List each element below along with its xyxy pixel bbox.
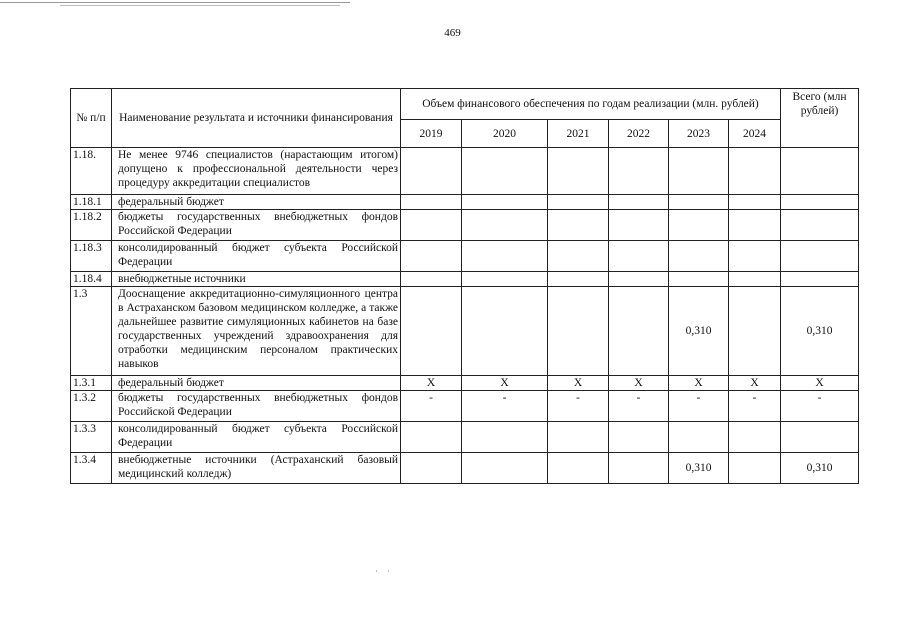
value-cell — [401, 422, 462, 453]
value-cell — [401, 453, 462, 484]
value-cell — [462, 272, 548, 287]
value-cell — [401, 148, 462, 195]
row-name: федеральный бюджет — [112, 376, 401, 391]
value-cell — [609, 241, 669, 272]
value-cell — [609, 210, 669, 241]
table-row — [71, 453, 859, 484]
value-cell — [729, 241, 781, 272]
value-cell — [548, 272, 609, 287]
table-row — [71, 148, 859, 195]
value-cell — [462, 453, 548, 484]
value-cell: - — [548, 391, 609, 422]
header-year: 2020 — [462, 120, 548, 148]
row-name: внебюджетные источники (Астраханский базовый медицинский колледж) — [112, 453, 401, 484]
row-number: 1.18. — [71, 148, 112, 195]
value-cell — [462, 287, 548, 376]
value-cell: X — [401, 376, 462, 391]
value-cell — [609, 287, 669, 376]
row-name: консолидированный бюджет субъекта Российской Федерации — [112, 241, 401, 272]
header-year: 2023 — [669, 120, 729, 148]
table-row — [71, 210, 859, 241]
page-number: 469 — [444, 27, 461, 39]
scan-edge-line — [60, 5, 340, 6]
row-name: консолидированный бюджет субъекта Российской Федерации — [112, 422, 401, 453]
total-cell: - — [781, 391, 859, 422]
header-years-group: Объем финансового обеспечения по годам реализации (млн. рублей) — [401, 89, 781, 120]
value-cell: X — [669, 376, 729, 391]
value-cell — [462, 241, 548, 272]
row-name: Не менее 9746 специалистов (нарастающим итогом) допущено к профессиональной деятельности через процедуру аккредитации специалистов — [112, 148, 401, 195]
value-cell: X — [609, 376, 669, 391]
row-name: внебюджетные источники — [112, 272, 401, 287]
value-cell — [669, 241, 729, 272]
value-cell — [548, 287, 609, 376]
header-year: 2021 — [548, 120, 609, 148]
value-cell: - — [609, 391, 669, 422]
value-cell — [729, 272, 781, 287]
value-cell — [401, 241, 462, 272]
row-number: 1.18.1 — [71, 195, 112, 210]
value-cell — [401, 272, 462, 287]
row-name: Дооснащение аккредитационно-симуляционного центра в Астраханском базовом медицинском колледже, а также дальнейшее развитие симуляционных кабинетов на базе государственных учреждений здравоохранения для отработки медицинским персоналом практических навыков — [112, 287, 401, 376]
value-cell — [729, 210, 781, 241]
row-name: бюджеты государственных внебюджетных фондов Российской Федерации — [112, 391, 401, 422]
value-cell — [669, 148, 729, 195]
total-cell: 0,310 — [781, 453, 859, 484]
value-cell — [401, 287, 462, 376]
header-name: Наименование результата и источники финансирования — [112, 89, 401, 148]
value-cell: X — [462, 376, 548, 391]
value-cell — [401, 195, 462, 210]
total-cell — [781, 272, 859, 287]
total-cell — [781, 210, 859, 241]
value-cell — [669, 422, 729, 453]
value-cell — [462, 422, 548, 453]
value-cell — [609, 422, 669, 453]
value-cell — [729, 422, 781, 453]
row-name: бюджеты государственных внебюджетных фондов Российской Федерации — [112, 210, 401, 241]
row-number: 1.3.4 — [71, 453, 112, 484]
row-number: 1.3.3 — [71, 422, 112, 453]
header-year: 2022 — [609, 120, 669, 148]
row-number: 1.3 — [71, 287, 112, 376]
value-cell: - — [729, 391, 781, 422]
value-cell — [462, 195, 548, 210]
value-cell — [669, 195, 729, 210]
value-cell — [729, 195, 781, 210]
value-cell — [729, 148, 781, 195]
table-row — [71, 241, 859, 272]
value-cell — [729, 287, 781, 376]
header-num: № п/п — [71, 89, 112, 148]
table-row — [71, 391, 859, 422]
value-cell — [401, 210, 462, 241]
value-cell — [609, 272, 669, 287]
value-cell: 0,310 — [669, 287, 729, 376]
total-cell — [781, 241, 859, 272]
value-cell — [609, 148, 669, 195]
value-cell — [729, 453, 781, 484]
table-row — [71, 195, 859, 210]
value-cell — [462, 148, 548, 195]
total-cell: X — [781, 376, 859, 391]
value-cell — [548, 210, 609, 241]
total-cell: 0,310 — [781, 287, 859, 376]
header-year: 2024 — [729, 120, 781, 148]
table-row — [71, 376, 859, 391]
table-row — [71, 422, 859, 453]
value-cell: X — [548, 376, 609, 391]
scan-edge-line — [0, 2, 350, 3]
value-cell: X — [729, 376, 781, 391]
value-cell — [669, 210, 729, 241]
row-number: 1.3.1 — [71, 376, 112, 391]
row-name: федеральный бюджет — [112, 195, 401, 210]
value-cell: - — [462, 391, 548, 422]
table-row — [71, 287, 859, 376]
value-cell — [609, 453, 669, 484]
value-cell: 0,310 — [669, 453, 729, 484]
header-year: 2019 — [401, 120, 462, 148]
row-number: 1.18.4 — [71, 272, 112, 287]
financing-table — [70, 88, 859, 484]
value-cell — [548, 453, 609, 484]
value-cell — [548, 422, 609, 453]
value-cell — [548, 241, 609, 272]
total-cell — [781, 148, 859, 195]
table-row — [71, 272, 859, 287]
value-cell — [548, 148, 609, 195]
scan-artifact: · · — [375, 566, 390, 576]
header-total: Всего (млн рублей) — [781, 89, 859, 148]
value-cell — [462, 210, 548, 241]
value-cell — [548, 195, 609, 210]
total-cell — [781, 195, 859, 210]
row-number: 1.3.2 — [71, 391, 112, 422]
row-number: 1.18.3 — [71, 241, 112, 272]
total-cell — [781, 422, 859, 453]
value-cell: - — [669, 391, 729, 422]
row-number: 1.18.2 — [71, 210, 112, 241]
value-cell — [609, 195, 669, 210]
value-cell: - — [401, 391, 462, 422]
value-cell — [669, 272, 729, 287]
